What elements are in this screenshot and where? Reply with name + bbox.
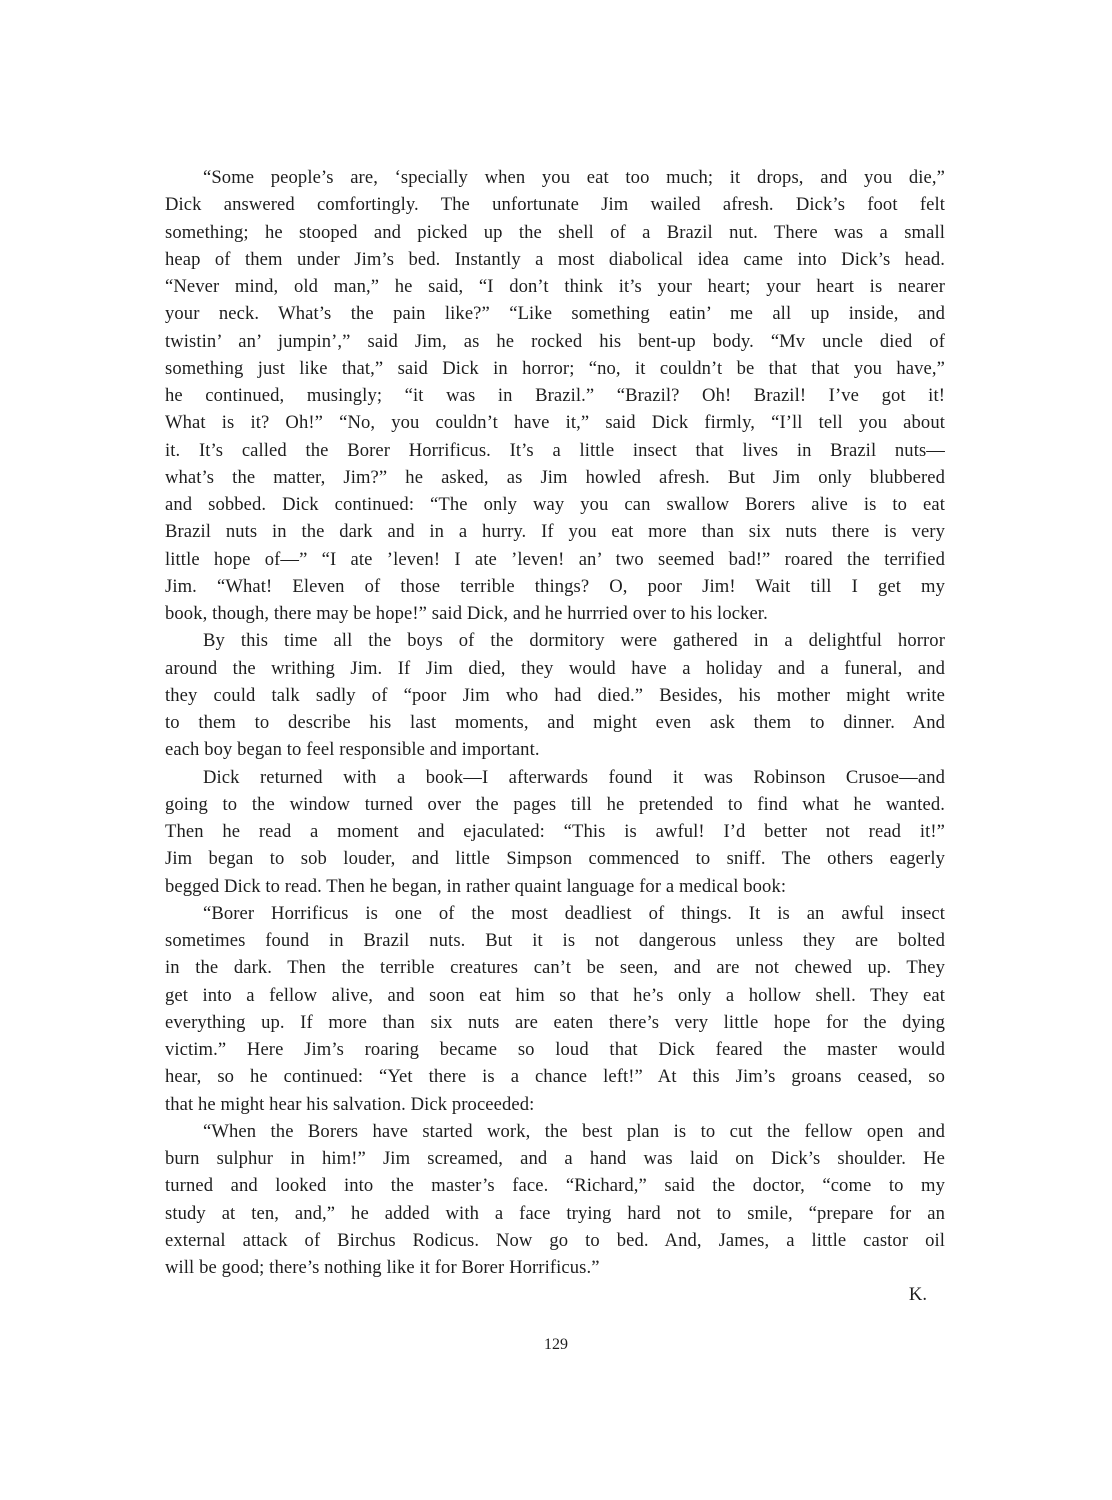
text-line: Dick returned with a book—I afterwards found it was Robinson Crusoe—and [203, 766, 945, 788]
text-line: around the writhing Jim. If Jim died, they would have a holiday and a funeral, and [165, 657, 945, 679]
page-body [165, 164, 945, 1309]
text-line: going to the window turned over the pages till he pretended to find what he wanted. [165, 793, 945, 815]
text-line: burn sulphur in him!” Jim screamed, and a hand was laid on Dick’s shoulder. He [165, 1148, 945, 1169]
text-line: will be good; there’s nothing like it for Borer Horrificus.” [165, 1257, 600, 1278]
text-line: your neck. What’s the pain like?” “Like something eatin’ me all up inside, and [165, 303, 945, 325]
paragraph [165, 764, 945, 900]
text-line: “Never mind, old man,” he said, “I don’t think it’s your heart; your heart is nearer [165, 276, 945, 297]
text-line: “When the Borers have started work, the best plan is to cut the fellow open and [203, 1120, 945, 1142]
paragraph [165, 627, 945, 763]
text-line: study at ten, and,” he added with a face trying hard not to smile, “prepare for an [165, 1202, 945, 1224]
text-line: Brazil nuts in the dark and in a hurry. If you eat more than six nuts there is very [165, 521, 945, 543]
text-line: in the dark. Then the terrible creatures can’t be seen, and are not chewed up. They [165, 957, 945, 979]
text-line: something; he stooped and picked up the shell of a Brazil nut. There was a small [165, 221, 945, 243]
text-line: get into a fellow alive, and soon eat him so that he’s only a hollow shell. They eat [165, 984, 945, 1006]
text-line: it. It’s called the Borer Horrificus. It’s a little insect that lives in Brazil nuts— [165, 439, 945, 461]
author-signature: K. [908, 1284, 927, 1306]
text-line: something just like that,” said Dick in horror; “no, it couldn’t be that that you have,” [165, 357, 945, 379]
page-number: 129 [544, 1336, 568, 1353]
text-line: each boy began to feel responsible and important. [165, 739, 540, 761]
text-line: and sobbed. Dick continued: “The only way you can swallow Borers alive is to eat [165, 494, 945, 515]
text-line: to them to describe his last moments, and might even ask them to dinner. And [165, 712, 945, 733]
text-line: “Borer Horrificus is one of the most deadliest of things. It is an awful insect [203, 902, 945, 924]
text-line: they could talk sadly of “poor Jim who had died.” Besides, his mother might write [165, 684, 945, 706]
text-line: What is it? Oh!” “No, you couldn’t have it,” said Dick firmly, “I’ll tell you about [165, 412, 945, 434]
paragraph [165, 164, 945, 627]
text-line: heap of them under Jim’s bed. Instantly a most diabolical idea came into Dick’s head. [165, 248, 945, 270]
text-line: book, though, there may be hope!” said Dick, and he hurrried over to his locker. [165, 603, 768, 624]
paragraph [165, 900, 945, 1118]
text-line: Jim began to sob louder, and little Simpson commenced to sniff. The others eagerly [165, 848, 945, 870]
text-line: Jim. “What! Eleven of those terrible things? O, poor Jim! Wait till I get my [165, 575, 945, 597]
text-line: By this time all the boys of the dormitory were gathered in a delightful horror [203, 630, 945, 652]
text-line: twistin’ an’ jumpin’,” said Jim, as he rocked his bent-up body. “Mv uncle died of [165, 330, 945, 352]
text-line: Then he read a moment and ejaculated: “This is awful! I’d better not read it!” [165, 821, 945, 842]
text-line: “Some people’s are, ‘specially when you eat too much; it drops, and you die,” [203, 167, 945, 188]
text-line: Dick answered comfortingly. The unfortunate Jim wailed afresh. Dick’s foot felt [165, 194, 945, 216]
text-line: victim.” Here Jim’s roaring became so loud that Dick feared the master would [165, 1039, 945, 1060]
text-line: everything up. If more than six nuts are eaten there’s very little hope for the dying [165, 1011, 945, 1033]
text-line: begged Dick to read. Then he began, in rather quaint language for a medical book: [165, 875, 787, 897]
text-line: what’s the matter, Jim?” he asked, as Jim howled afresh. But Jim only blubbered [165, 466, 945, 488]
text-line: little hope of—” “I ate ’leven! I ate ’leven! an’ two seemed bad!” roared the terrified [165, 548, 945, 570]
text-line: that he might hear his salvation. Dick proceeded: [165, 1093, 535, 1115]
text-line: he continued, musingly; “it was in Brazil.” “Brazil? Oh! Brazil! I’ve got it! [165, 385, 945, 406]
text-line: external attack of Birchus Rodicus. Now go to bed. And, James, a little castor oil [165, 1229, 945, 1251]
text-line: turned and looked into the master’s face. “Richard,” said the doctor, “come to my [165, 1175, 945, 1197]
text-line: hear, so he continued: “Yet there is a chance left!” At this Jim’s groans ceased, so [165, 1066, 945, 1088]
paragraph [165, 1118, 945, 1282]
text-line: sometimes found in Brazil nuts. But it is not dangerous unless they are bolted [165, 930, 945, 951]
